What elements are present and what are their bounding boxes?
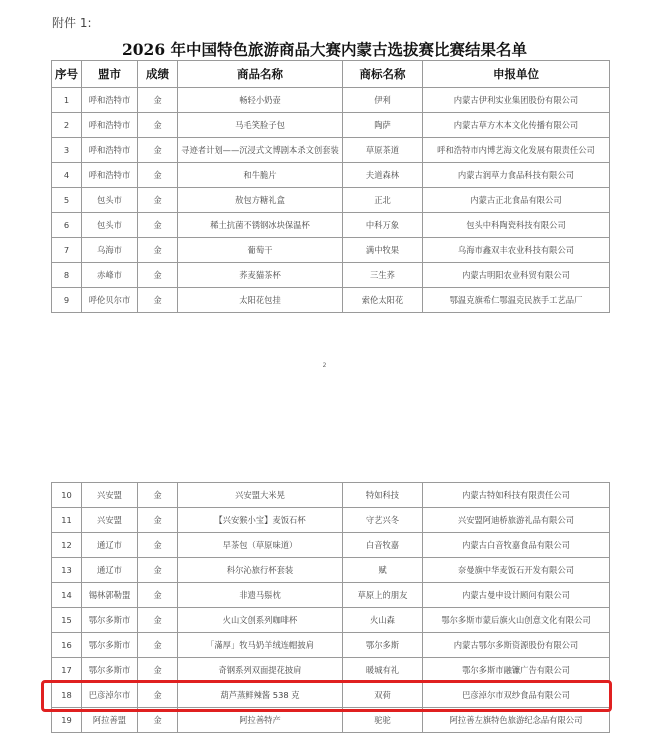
cell-trademark: 三生荞 <box>343 263 423 288</box>
cell-result: 金 <box>138 113 178 138</box>
cell-applicant: 内蒙古草方木本文化传播有限公司 <box>423 113 610 138</box>
cell-trademark: 鄂尔多斯 <box>343 633 423 658</box>
cell-applicant: 呼和浩特市内博艺海文化发展有限责任公司 <box>423 138 610 163</box>
cell-result: 金 <box>138 213 178 238</box>
table-row <box>52 263 610 288</box>
cell-index: 6 <box>52 213 82 238</box>
cell-product: 和牛脆片 <box>178 163 343 188</box>
cell-applicant: 鄂温克旗希仁鄂温克民族手工艺品厂 <box>423 288 610 313</box>
cell-result: 金 <box>138 508 178 533</box>
cell-product: 「滿厚」牧马奶羊绒连帽披肩 <box>178 633 343 658</box>
cell-result: 金 <box>138 163 178 188</box>
document-title: 2026 年中国特色旅游商品大赛内蒙古选拔赛比赛结果名单 <box>121 40 528 59</box>
table-row <box>52 583 610 608</box>
cell-applicant: 巴彦淖尔市双纱食品有限公司 <box>423 683 610 708</box>
cell-product: 寻迹者计划——沉浸式文博剧本杀文创套装 <box>178 138 343 163</box>
cell-result: 金 <box>138 683 178 708</box>
cell-applicant: 内蒙古正北食品有限公司 <box>423 188 610 213</box>
cell-trademark: 陶萨 <box>343 113 423 138</box>
cell-applicant: 阿拉善左旗特色旅游纪念品有限公司 <box>423 708 610 733</box>
cell-result: 金 <box>138 533 178 558</box>
cell-index: 10 <box>52 483 82 508</box>
header-trademark: 商标名称 <box>343 61 423 88</box>
cell-product: 稀土抗菌不锈钢冰块保温杯 <box>178 213 343 238</box>
header-applicant: 申报单位 <box>423 61 610 88</box>
cell-product: 畅轻小奶壶 <box>178 88 343 113</box>
cell-index: 13 <box>52 558 82 583</box>
cell-result: 金 <box>138 138 178 163</box>
cell-applicant: 内蒙古鄂尔多斯资源股份有限公司 <box>423 633 610 658</box>
page-number: 2 <box>322 362 327 369</box>
cell-city: 呼和浩特市 <box>82 88 138 113</box>
cell-city: 巴彦淖尔市 <box>82 683 138 708</box>
cell-result: 金 <box>138 558 178 583</box>
cell-index: 8 <box>52 263 82 288</box>
cell-index: 4 <box>52 163 82 188</box>
cell-product: 火山文创系列咖啡杯 <box>178 608 343 633</box>
table-row <box>52 483 610 508</box>
cell-result: 金 <box>138 483 178 508</box>
cell-index: 9 <box>52 288 82 313</box>
cell-city: 鄂尔多斯市 <box>82 633 138 658</box>
cell-product: 奇钢系列双面提花披肩 <box>178 658 343 683</box>
cell-index: 7 <box>52 238 82 263</box>
cell-trademark: 中科万象 <box>343 213 423 238</box>
cell-city: 阿拉善盟 <box>82 708 138 733</box>
cell-trademark: 满中牧果 <box>343 238 423 263</box>
cell-trademark: 暖城有礼 <box>343 658 423 683</box>
cell-result: 金 <box>138 583 178 608</box>
cell-index: 3 <box>52 138 82 163</box>
cell-trademark: 驼驼 <box>343 708 423 733</box>
cell-product: 葡萄干 <box>178 238 343 263</box>
cell-trademark: 火山森 <box>343 608 423 633</box>
header-product-name: 商品名称 <box>178 61 343 88</box>
header-league-city: 盟市 <box>82 61 138 88</box>
cell-product: 太阳花包挂 <box>178 288 343 313</box>
cell-product: 敖包方糖礼盒 <box>178 188 343 213</box>
cell-applicant: 乌海市鑫双丰农业科技有限公司 <box>423 238 610 263</box>
cell-city: 兴安盟 <box>82 508 138 533</box>
cell-product: 非遗马鬃枕 <box>178 583 343 608</box>
cell-city: 锡林郭勒盟 <box>82 583 138 608</box>
cell-product: 马毛笑脸子包 <box>178 113 343 138</box>
cell-applicant: 内蒙古特如科技有限责任公司 <box>423 483 610 508</box>
cell-product: 葫芦蒸鲜辣酱 538 克 <box>178 683 343 708</box>
cell-product: 兴安盟大米晃 <box>178 483 343 508</box>
cell-city: 呼伦贝尔市 <box>82 288 138 313</box>
cell-product: 早茶包（草原味道） <box>178 533 343 558</box>
cell-index: 18 <box>52 683 82 708</box>
table-row <box>52 213 610 238</box>
cell-city: 鄂尔多斯市 <box>82 608 138 633</box>
cell-result: 金 <box>138 188 178 213</box>
cell-result: 金 <box>138 708 178 733</box>
cell-index: 11 <box>52 508 82 533</box>
cell-result: 金 <box>138 88 178 113</box>
cell-applicant: 鄂尔多斯市蒙后旗火山创意文化有限公司 <box>423 608 610 633</box>
cell-trademark: 守艺兴冬 <box>343 508 423 533</box>
cell-product: 阿拉善特产 <box>178 708 343 733</box>
cell-trademark: 伊利 <box>343 88 423 113</box>
cell-city: 兴安盟 <box>82 483 138 508</box>
cell-result: 金 <box>138 658 178 683</box>
cell-applicant: 内蒙古白音牧嘉食品有限公司 <box>423 533 610 558</box>
cell-index: 5 <box>52 188 82 213</box>
table-row <box>52 138 610 163</box>
cell-city: 通辽市 <box>82 533 138 558</box>
cell-result: 金 <box>138 288 178 313</box>
cell-city: 包头市 <box>82 213 138 238</box>
cell-trademark: 夫道森林 <box>343 163 423 188</box>
cell-city: 通辽市 <box>82 558 138 583</box>
cell-index: 12 <box>52 533 82 558</box>
table-row <box>52 633 610 658</box>
header-index: 序号 <box>52 61 82 88</box>
cell-index: 2 <box>52 113 82 138</box>
cell-product: 科尔沁旅行杯套装 <box>178 558 343 583</box>
cell-index: 14 <box>52 583 82 608</box>
cell-city: 包头市 <box>82 188 138 213</box>
cell-trademark: 索伦太阳花 <box>343 288 423 313</box>
cell-applicant: 内蒙古润草力食品科技有限公司 <box>423 163 610 188</box>
cell-city: 呼和浩特市 <box>82 138 138 163</box>
table-header-row <box>52 61 610 88</box>
cell-index: 19 <box>52 708 82 733</box>
cell-index: 17 <box>52 658 82 683</box>
table-row <box>52 288 610 313</box>
cell-city: 乌海市 <box>82 238 138 263</box>
attachment-label: 附件 1: <box>52 16 92 30</box>
cell-product: 【兴安猴小宝】麦饭石杯 <box>178 508 343 533</box>
cell-trademark: 特如科技 <box>343 483 423 508</box>
cell-city: 呼和浩特市 <box>82 113 138 138</box>
cell-trademark: 双荷 <box>343 683 423 708</box>
cell-applicant: 包头中科陶瓷科技有限公司 <box>423 213 610 238</box>
header-result: 成绩 <box>138 61 178 88</box>
cell-trademark: 草原上的朋友 <box>343 583 423 608</box>
cell-result: 金 <box>138 263 178 288</box>
table-row <box>52 188 610 213</box>
cell-city: 赤峰市 <box>82 263 138 288</box>
cell-product: 荞麦猫茶杯 <box>178 263 343 288</box>
cell-city: 呼和浩特市 <box>82 163 138 188</box>
cell-applicant: 鄂尔多斯市融镰广告有限公司 <box>423 658 610 683</box>
cell-index: 16 <box>52 633 82 658</box>
cell-result: 金 <box>138 238 178 263</box>
cell-trademark: 赋 <box>343 558 423 583</box>
cell-applicant: 奈曼旗中华麦饭石开发有限公司 <box>423 558 610 583</box>
table-row <box>52 508 610 533</box>
table-row <box>52 608 610 633</box>
table-row <box>52 658 610 683</box>
cell-result: 金 <box>138 633 178 658</box>
highlight-box <box>41 680 612 712</box>
table-row <box>52 113 610 138</box>
cell-index: 1 <box>52 88 82 113</box>
cell-applicant: 内蒙古伊利实业集团股份有限公司 <box>423 88 610 113</box>
cell-trademark: 草原茶道 <box>343 138 423 163</box>
cell-trademark: 正北 <box>343 188 423 213</box>
cell-applicant: 内蒙古曼申设计顾问有限公司 <box>423 583 610 608</box>
table-row <box>52 238 610 263</box>
cell-applicant: 内蒙古明阳农业科贸有限公司 <box>423 263 610 288</box>
results-table-page-1 <box>51 60 610 313</box>
cell-index: 15 <box>52 608 82 633</box>
table-row <box>52 558 610 583</box>
table-row <box>52 533 610 558</box>
cell-city: 鄂尔多斯市 <box>82 658 138 683</box>
cell-trademark: 白音牧嘉 <box>343 533 423 558</box>
cell-applicant: 兴安盟阿迪桥旅游礼品有限公司 <box>423 508 610 533</box>
cell-result: 金 <box>138 608 178 633</box>
table-row <box>52 88 610 113</box>
table-row <box>52 163 610 188</box>
